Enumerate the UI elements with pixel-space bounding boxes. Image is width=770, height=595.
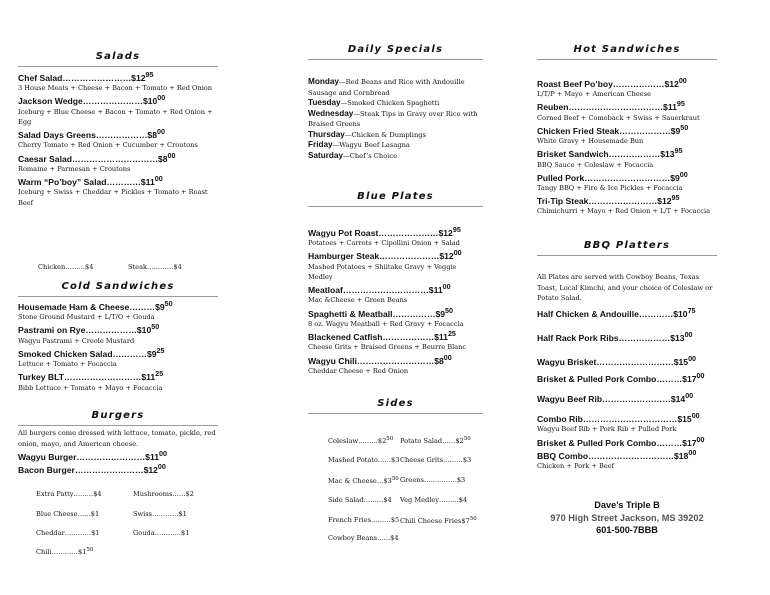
burger-addon: Blue Cheese……$1 [36,510,100,518]
bbq-note: All Plates are served with Cowboy Beans, Texas Toast, Local Kimchi, and your choice of Coleslaw or Potato Salad. [537,273,713,302]
side-item: Side Salad………$4 [328,496,392,504]
daily-specials-heading: Daily Specials [308,44,483,58]
menu-item: Warm “Po’boy” $Salad\dots\dots\dots\dots\$11^{00}$ Iceburg + Swiss + Cheddar + Pickles + Tomato + Roast Beef [18,175,208,207]
blue-plates-list [308,225,483,376]
menu-item: Brisket & Pulled Pork $Combo\dots\dots\dots\$17^{00}$ [537,371,705,384]
menu-item: Wagyu Beef $Rib\dots\dots\dots\dots\dots\dots\dots\dots\$14^{00}$ [537,392,694,404]
special-day: Friday—Wagyu Beef Lasagna [308,140,410,149]
side-item: French Fries………$5 [328,516,400,524]
menu-item: Wagyu $Burger\dots\dots\dots\dots\dots\dots\dots\dots\$11^{00}$ [18,450,167,462]
special-day: Monday—Red Beans and Rice with Andouille Sausage and Cornbread [308,77,465,97]
salad-addon-chicken: Chicken………$4 [38,263,94,271]
burgers-heading: Burgers [18,410,218,424]
burger-addon: Extra Patty………$4 [36,490,102,498]
menu-item: Chef $Salad\dots\dots\dots\dots\dots\dots\dots\dots\$12^{95}$ 3 House Meats + Cheese + Bacon + Tomato + Red Onion [18,71,213,93]
burger-addon: Gouda…………$1 [133,529,190,537]
menu-item: Tri-Tip $Steak\dots\dots\dots\dots\dots\dots\dots\dots\$12^{95}$ Chimichurri + Mayo + Red Onion + L/T + Focaccia [537,194,710,216]
menu-item: Half Chicken & $Andouille\dots\dots\dots\dots\$10^{75}$ [537,306,696,319]
menu-item: Wagyu $Brisket\dots\dots\dots\dots\dots\dots\dots\dots\dots\$15^{00}$ [537,354,697,367]
menu-item: Blackened $Catfish\dots\dots\dots\dots\dots\dots\$11^{25}$ Cheese Grits + Braised Greens + Beurre Blanc [308,330,467,352]
burger-addon: $Chili\dots\dots\dots\dots\$1^{50}$ [36,547,94,557]
menu-item: Salad Days $Greens\dots\dots\dots\dots\dots\dots\$8^{00}$ Cherry Tomato + Red Onion + Cucumber + Croutons [18,128,198,150]
side-item: Greens……………$3 [400,476,466,484]
menu-item: Combo $Rib\dots\dots\dots\dots\dots\dots\dots\dots\dots\dots\dots\$15^{00}$ Wagyu Beef Rib + Pork Rib + Pulled Pork [537,412,700,434]
special-day: Saturday—Chef’s Choice [308,150,398,160]
menu-item: Spaghetti & $Meatball\dots\dots\dots\dots\dots\$9^{50}$ 8 oz. Wagyu Meatball + Red Gravy + Focaccia [308,306,464,328]
menu-item: Pulled $Pork\dots\dots\dots\dots\dots\dots\dots\dots\dots\dots\$9^{00}$ Tangy BBQ + Fire & Ice Pickles + Focaccia [537,170,688,192]
menu-item: Caesar $Salad\dots\dots\dots\dots\dots\dots\dots\dots\dots\dots\$8^{00}$ Romaine + Parmesan + Croutons [18,151,176,173]
menu-item: Brisket & Pulled Pork $Combo\dots\dots\dots\$17^{00}$ [537,435,705,448]
menu-item: Smoked Chicken $Salad\dots\dots\dots\dots\$9^{25}$ Lettuce + Tomato + Focaccia [18,346,165,369]
side-item: Potato $Salad\dots\dots\$2^{50}$ [400,436,471,446]
menu-item: Pastrami on $Rye\dots\dots\dots\dots\dots\dots\$10^{50}$ Wagyu Pastrami + Creole Mustard [18,323,160,345]
burgers-note: All burgers come dressed with lettuce, tomato, pickle, red onion, mayo, and American cheese. [18,429,216,448]
menu-item: Wagyu $Chili\dots\dots\dots\dots\dots\dots\dots\dots\dots\$8^{00}$ Cheddar Cheese + Red Onion [308,353,452,375]
burger-addon: Cheddar…………$1 [36,529,100,537]
menu-item: Half Rack Pork $Ribs\dots\dots\dots\dots\dots\dots\$13^{00}$ [537,330,693,343]
side-item: $Coleslaw\dots\dots\dots\$2^{50}$ [328,436,394,446]
special-day: Thursday—Chicken & Dumplings [308,129,426,139]
restaurant-name: Dave’s Triple B [594,500,660,510]
side-item: Veg Medley………$4 [400,496,468,504]
menu-item: BBQ $Combo\dots\dots\dots\dots\dots\dots\dots\dots\dots\dots\$18^{00}$ Chicken + Pork + Beef [537,448,697,471]
side-item: Cheese Grits………$3 [400,456,472,464]
burgers-section [18,428,218,475]
salads-list [18,70,218,208]
side-item: Cowboy Beans……$4 [328,534,399,542]
menu-item: Hamburger $Steak\dots\dots\dots\dots\dots\dots\dots\$12^{00}$ Mashed Potatoes + Shiitake Gravy + Veggie Medley [308,249,462,281]
special-day: Tuesday—Smoked Chicken Spaghetti [308,98,440,107]
menu-item: Housemade Ham & $Cheese\dots\dots\dots\$9^{50}$ Stone Ground Mustard + L/T/O + Gouda [18,300,173,322]
menu-item: Bacon $Burger\dots\dots\dots\dots\dots\dots\dots\dots\$12^{00}$ [18,463,166,476]
cold-sandwiches-list [18,299,218,393]
side-item: Mashed Potato……$3 [328,456,400,464]
hot-sandwiches-heading: Hot Sandwiches [537,44,717,58]
burger-addon: Swiss…………$1 [133,510,187,518]
menu-item: Roast Beef $Po’boy\dots\dots\dots\dots\dots\dots\$12^{00}$ L/T/P + Mayo + American Cheese [537,77,687,99]
sides-heading: Sides [308,398,483,412]
restaurant-phone: 601-500-7BBB [596,525,658,535]
menu-item: Brisket $Sandwich\dots\dots\dots\dots\dots\dots\$13^{95}$ BBQ Sauce + Coleslaw + Focaccia [537,147,683,169]
special-day: Wednesday—Steak Tips in Gravy over Rice with Braised Greens [308,108,478,128]
menu-item: Chicken Fried $Steak\dots\dots\dots\dots\dots\dots\$9^{50}$ White Gravy + Housemade Bun [537,123,689,146]
side-item: Mac & $Cheese\dots\$3^{50}$ [328,476,399,486]
side-item: Chili Cheese $Fries\$7^{50}$ [400,516,477,526]
menu-item: Jackson $Wedge\dots\dots\dots\dots\dots\dots\dots\$10^{00}$ Iceburg + Blue Cheese + Bacon + Tomato + Red Onion + Egg [18,94,213,126]
restaurant-address: 970 High Street Jackson, MS 39202 [550,512,704,523]
salad-addon-steak: Steak…………$4 [128,263,182,271]
salads-heading: Salads [18,51,218,65]
blue-plates-heading: Blue Plates [308,191,483,205]
middle-column [308,0,483,595]
restaurant-info [537,499,717,537]
menu-item: $Reuben\dots\dots\dots\dots\dots\dots\dots\dots\dots\dots\dots\$11^{95}$ Corned Beef + Comeback + Swiss + Sauerkraut [537,100,700,122]
daily-specials-list [308,77,483,161]
menu-item: Wagyu Pot $Roast\dots\dots\dots\dots\dots\dots\dots\$12^{95}$ Potatoes + Carrots + Cipollini Onion + Salad [308,226,461,248]
cold-sandwiches-heading: Cold Sandwiches [18,281,218,295]
bbq-platters-list [537,272,717,471]
bbq-platters-heading: BBQ Platters [537,240,717,254]
burger-addon: Mushrooms……$2 [133,490,194,498]
left-column [18,0,218,595]
menu-item: $Meatloaf\dots\dots\dots\dots\dots\dots\dots\dots\dots\dots\$11^{00}$ Mac &Cheese + Green Beans [308,283,451,305]
hot-sandwiches-list [537,76,717,217]
menu-item: Turkey $BLT\dots\dots\dots\dots\dots\dots\dots\dots\dots\$11^{25}$ Bibb Lettuce + Tomato + Mayo + Focaccia [18,370,164,392]
